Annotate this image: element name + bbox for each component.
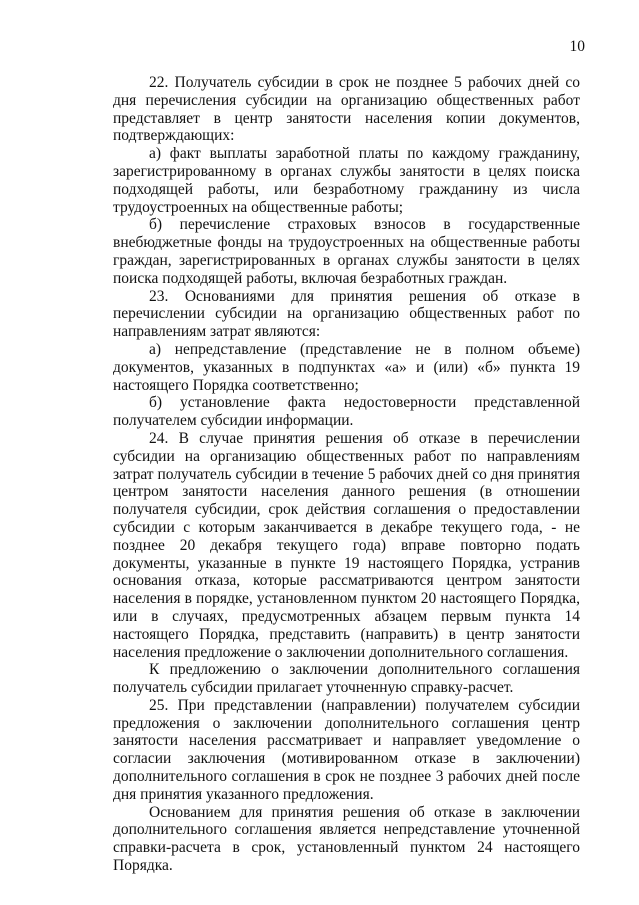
page-number: 10	[569, 38, 585, 55]
paragraph-25: 25. При представлении (направлении) получателем субсидии предложения о заключении дополнительного соглашения центр занятости населения рассматривает и направляет уведомление о согласии заключения (мотивированном отказе в заключении) дополнительного соглашения в срок не позднее 3 рабочих дней после дня принятия указанного предложения.	[113, 696, 580, 803]
paragraph-23-a: а) непредставление (представление не в полном объеме) документов, указанных в подпунктах «а» и (или) «б» пункта 19 настоящего Порядка соответственно;	[113, 340, 580, 394]
paragraph-22-b: б) перечисление страховых взносов в государственные внебюджетные фонды на трудоустроенных на общественные работы граждан, зарегистрированных в органах службы занятости в целях поиска подходящей работы, включая безработных граждан.	[113, 216, 580, 287]
paragraph-23-b: б) установление факта недостоверности представленной получателем субсидии информации.	[113, 394, 580, 430]
paragraph-22: 22. Получатель субсидии в срок не позднее 5 рабочих дней со дня перечисления субсидии на организацию общественных работ представляет в центр занятости населения копии документов, подтверждающих:	[113, 74, 580, 145]
paragraph-24-addendum: К предложению о заключении дополнительного соглашения получатель субсидии прилагает уточненную справку-расчет.	[113, 661, 580, 697]
paragraph-22-a: а) факт выплаты заработной платы по каждому гражданину, зарегистрированному в органах службы занятости в целях поиска подходящей работы, или безработному гражданину из числа трудоустроенных на общественные работы;	[113, 145, 580, 216]
paragraph-24: 24. В случае принятия решения об отказе в перечислении субсидии на организацию общественных работ по направлениям затрат получатель субсидии в течение 5 рабочих дней со дня принятия центром занятости населения данного решения (в отношении получателя субсидии, срок действия соглашения о предоставлении субсидии с которым заканчивается в декабре текущего года, - не позднее 20 декабря текущего года) вправе повторно подать документы, указанные в пункте 19 настоящего Порядка, устранив основания отказа, которые рассматриваются центром занятости населения в порядке, установленном пунктом 20 настоящего Порядка, или в случаях, предусмотренных абзацем первым пункта 14 настоящего Порядка, представить (направить) в центр занятости населения предложение о заключении дополнительного соглашения.	[113, 429, 580, 661]
paragraph-23: 23. Основаниями для принятия решения об отказе в перечислении субсидии на организацию общественных работ по направлениям затрат являются:	[113, 287, 580, 341]
document-body	[113, 74, 580, 875]
paragraph-25-refusal-basis: Основанием для принятия решения об отказе в заключении дополнительного соглашения является непредставление уточненной справки-расчета в срок, установленный пунктом 24 настоящего Порядка.	[113, 803, 580, 875]
